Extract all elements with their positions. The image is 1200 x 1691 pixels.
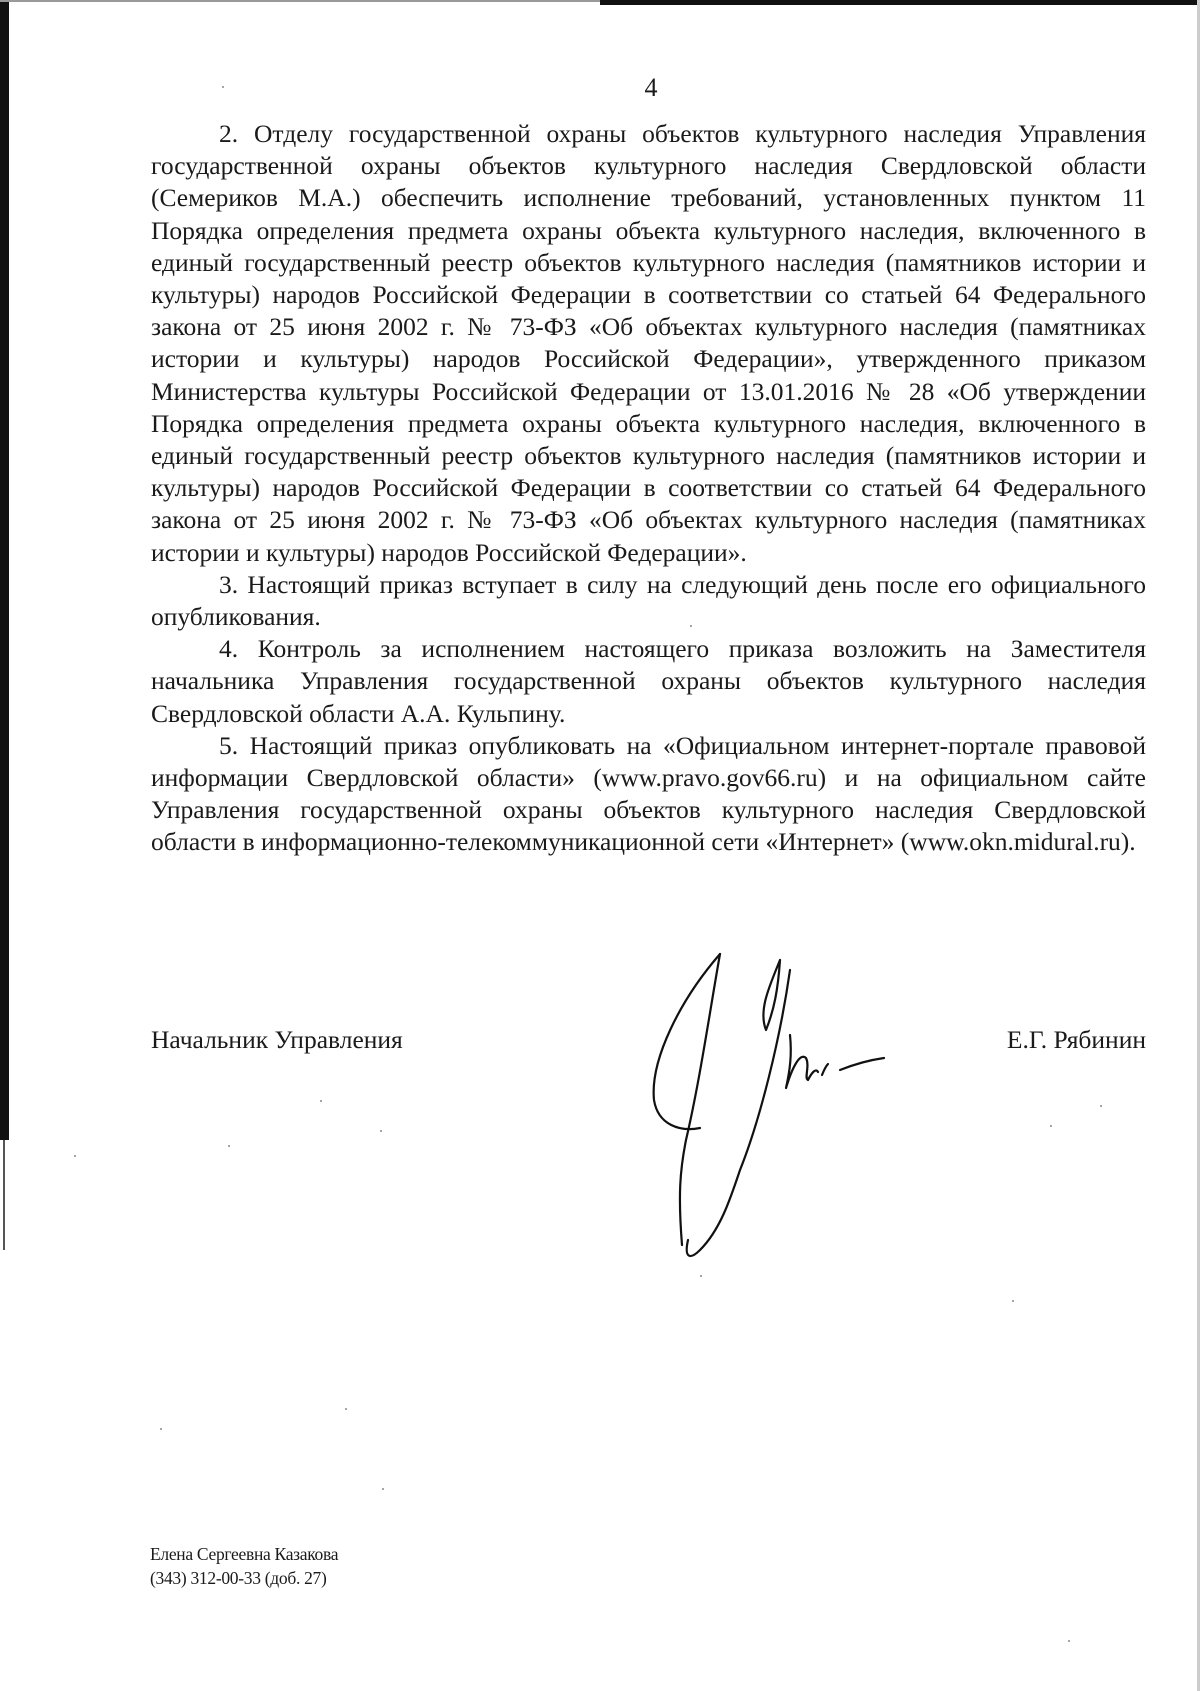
- position-title: Начальник Управления: [151, 1025, 403, 1054]
- scan-edge-left: [0, 0, 9, 1140]
- handwritten-signature-icon: [640, 940, 900, 1260]
- scan-speck: [700, 1275, 702, 1277]
- paragraph-3: 3. Настоящий приказ вступает в силу на следующий день после его официального опубликования.: [151, 569, 1146, 632]
- scan-speck: [345, 1408, 347, 1410]
- scan-speck: [320, 1100, 322, 1102]
- executor-phone: (343) 312-00-33 (доб. 27): [150, 1568, 327, 1588]
- scan-edge-left-fragment: [3, 1140, 5, 1250]
- scan-speck: [1012, 1300, 1014, 1302]
- scan-speck: [382, 1488, 384, 1490]
- paragraph-2: 2. Отделу государственной охраны объектов культурного наследия Управления государственной охраны объектов культурного наследия Свердловской области (Семериков М.А.) обеспечить исполнение требований, установленных пунктом 11 Порядка определения предмета охраны объекта культурного наследия, включенного в единый государственный реестр объектов культурного наследия (памятников истории и культуры) народов Российской Федерации в соответствии со статьей 64 Федерального закона от 25 июня 2002 г. № 73-ФЗ «Об объектах культурного наследия (памятниках истории и культуры) народов Российской Федерации», утвержденного приказом Министерства культуры Российской Федерации от 13.01.2016 № 28 «Об утверждении Порядка определения предмета охраны объекта культурного наследия, включенного в единый государственный реестр объектов культурного наследия (памятников истории и культуры) народов Российской Федерации в соответствии со статьей 64 Федерального закона от 25 июня 2002 г. № 73-ФЗ «Об объектах культурного наследия (памятниках истории и культуры) народов Российской Федерации».: [151, 119, 1146, 567]
- page-number: 4: [644, 73, 658, 102]
- scan-speck: [1068, 1640, 1070, 1642]
- scan-speck: [380, 1130, 382, 1132]
- paragraph-5: 5. Настоящий приказ опубликовать на «Официальном интернет-портале правовой информации Свердловской области» (www.pravo.gov66.ru) и на официальном сайте Управления государственной охраны объектов культурного наследия Свердловской области в информационно-телекоммуникационной сети «Интернет» (www.okn.midural.ru).: [151, 730, 1146, 857]
- document-body: [151, 118, 1146, 859]
- paragraph-4: 4. Контроль за исполнением настоящего приказа возложить на Заместителя начальника Управления государственной охраны объектов культурного наследия Свердловской области А.А. Кульпину.: [151, 634, 1146, 728]
- scan-speck: [1100, 1105, 1102, 1107]
- scan-speck: [160, 1428, 162, 1430]
- scan-edge-top-thin: [0, 0, 600, 2]
- scan-edge-top: [600, 0, 1200, 5]
- signatory-name: Е.Г. Рябинин: [1006, 1025, 1146, 1054]
- scan-speck: [1050, 1125, 1052, 1127]
- scan-speck: [228, 1145, 230, 1147]
- executor-info: [150, 1542, 338, 1590]
- executor-name: Елена Сергеевна Казакова: [150, 1544, 339, 1564]
- scan-speck: [690, 625, 692, 627]
- scan-speck: [222, 86, 224, 88]
- scan-speck: [74, 1155, 76, 1157]
